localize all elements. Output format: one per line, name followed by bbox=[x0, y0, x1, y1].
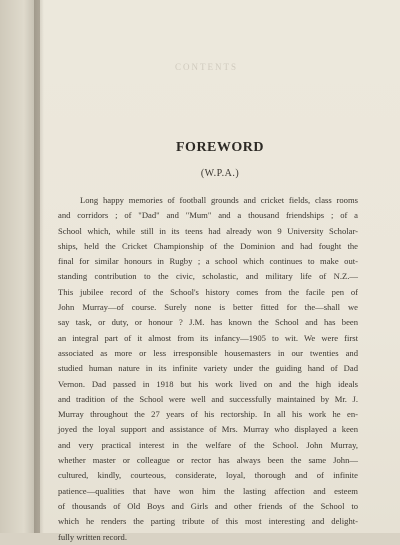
text-line: Vernon. Dad passed in 1918 but his work lived on and the high ideals bbox=[58, 378, 358, 389]
text-line: studied human nature in its infinite variety under the guiding hand of Dad bbox=[58, 363, 358, 374]
page-subtitle: (W.P.A.) bbox=[200, 168, 240, 179]
book-gutter bbox=[34, 0, 44, 533]
text-line: and very practical interest in the welfare of the School. John Murray, bbox=[58, 439, 358, 450]
text-line: and tradition of the School were well and successfully maintained by Mr. J. bbox=[58, 393, 358, 404]
text-line: final for similar honours in Rugby ; a school which continues to make out- bbox=[58, 256, 358, 267]
text-line: joyed the loyal support and assistance of Mrs. Murray who displayed a keen bbox=[58, 424, 358, 435]
text-line: John Murray—of course. Surely none is better fitted for the—shall we bbox=[58, 302, 358, 313]
text-line: cultured, kindly, courteous, considerate, loyal, thorough and of infinite bbox=[58, 470, 358, 481]
page-title: FOREWORD bbox=[176, 140, 264, 155]
text-line: standing contribution to the civic, scholastic, and military life of N.Z.— bbox=[58, 271, 358, 282]
text-line: patience—qualities that have won him the lasting affection and esteem bbox=[58, 485, 358, 496]
foreword-paragraph bbox=[58, 193, 358, 545]
text-line: ships, held the Cricket Championship of the Dominion and had fought the bbox=[58, 240, 358, 251]
text-line: of thousands of Old Boys and Girls and other friends of the School to bbox=[58, 500, 358, 511]
text-line: say task, or duty, or honour ? J.M. has known the School and has been bbox=[58, 317, 358, 328]
text-line: Long happy memories of football grounds and cricket fields, class rooms bbox=[80, 195, 358, 205]
text-line: associated as more or less irresponsible housemasters in our twenties and bbox=[58, 347, 358, 358]
show-through-text: CONTENTS bbox=[175, 62, 238, 72]
text-line: and corridors ; of "Dad" and "Mum" and a thousand friendships ; of a bbox=[58, 210, 358, 221]
text-line: an integral part of it almost from its infancy—1905 to wit. We were first bbox=[58, 332, 358, 343]
text-line: Murray throughout the 27 years of his rectorship. In all his work he en- bbox=[58, 409, 358, 420]
text-line: This jubilee record of the School's history comes from the facile pen of bbox=[58, 286, 358, 297]
text-line: School which, while still in its teens had already won 9 University Scholar- bbox=[58, 225, 358, 236]
text-line: whether master or colleague or rector has always been the same John— bbox=[58, 455, 358, 466]
text-line: which he renders the parting tribute of this most interesting and delight- bbox=[58, 516, 358, 527]
text-line: fully written record. bbox=[58, 531, 127, 542]
